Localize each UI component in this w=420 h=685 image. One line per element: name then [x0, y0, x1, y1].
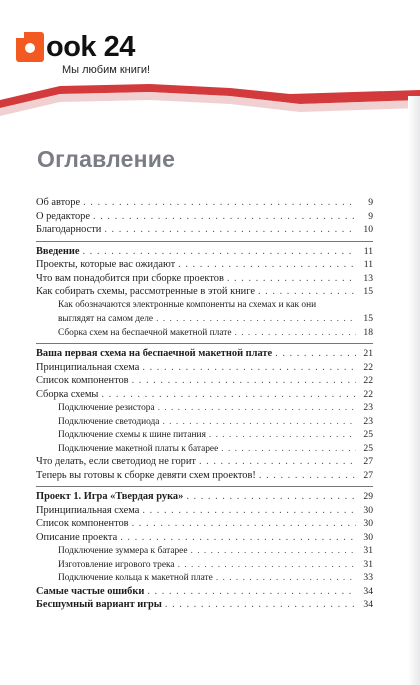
toc-entry-title: Подключение зуммера к батарее: [58, 546, 188, 556]
toc-entry-title: Описание проекта: [36, 531, 118, 543]
toc-entry[interactable]: [36, 312, 373, 326]
toc-entry-title: Подключение кольца к макетной плате: [58, 573, 213, 583]
toc-entry-title: выглядят на самом деле: [58, 314, 154, 324]
toc-entry[interactable]: [36, 401, 373, 415]
dot-leader: [120, 531, 356, 545]
dot-leader: [83, 196, 356, 210]
dot-leader: [227, 272, 356, 286]
section-divider: [36, 343, 373, 344]
dot-leader: [191, 545, 356, 559]
toc-entry-title: Принципиальная схема: [36, 361, 140, 373]
dot-leader: [158, 402, 356, 416]
toc-entry-page: 33: [363, 572, 373, 583]
toc-entry-title: Подключение схемы к шине питания: [58, 430, 206, 440]
toc-entry-page: 30: [363, 531, 373, 543]
toc-entry[interactable]: [36, 442, 373, 456]
dot-leader: [259, 469, 356, 483]
toc-entry-page: 9: [368, 197, 373, 208]
toc-entry-page: 34: [363, 585, 373, 597]
toc-entry-page: 27: [363, 456, 373, 467]
toc-entry[interactable]: [36, 347, 373, 361]
toc-entry-title: Как собирать схемы, рассмотренные в этой книге: [36, 286, 255, 297]
toc-entry-page: 23: [363, 402, 373, 413]
toc-entry[interactable]: [36, 504, 373, 518]
toc-entry-title: Благодарности: [36, 224, 102, 235]
dot-leader: [104, 223, 356, 237]
dot-leader: [162, 416, 356, 430]
toc-entry-page: 29: [363, 491, 373, 502]
dot-leader: [93, 210, 356, 224]
toc-entry[interactable]: [36, 210, 373, 224]
toc-entry[interactable]: [36, 326, 373, 340]
toc-entry-page: 10: [363, 224, 373, 235]
dot-leader: [82, 245, 356, 259]
toc-entry-title: Как обозначаются электронные компоненты на схемах и как они: [58, 299, 317, 310]
toc-entry-title: Принципиальная схема: [36, 504, 140, 516]
dot-leader: [147, 585, 356, 599]
toc-entry-page: 31: [363, 558, 373, 570]
logo-text: ook 24: [46, 31, 135, 63]
decorative-band: [0, 78, 420, 118]
table-of-contents: [36, 196, 373, 612]
toc-entry-title: Об авторе: [36, 197, 81, 208]
logo[interactable]: [16, 32, 135, 62]
toc-entry-title: Бесшумный вариант игры: [36, 599, 162, 610]
tagline: Мы любим книги!: [62, 64, 151, 76]
toc-entry-page: 18: [363, 326, 373, 338]
dot-leader: [132, 517, 356, 531]
toc-entry[interactable]: [36, 558, 373, 572]
toc-entry[interactable]: [36, 415, 373, 429]
toc-entry-title: Что вам понадобится при сборке проектов: [36, 272, 224, 284]
toc-entry[interactable]: [36, 544, 373, 558]
section-divider: [36, 486, 373, 487]
toc-entry-page: 30: [363, 504, 373, 516]
toc-entry[interactable]: [36, 571, 373, 585]
toc-entry[interactable]: [36, 196, 373, 210]
toc-entry[interactable]: [36, 531, 373, 545]
toc-entry-page: 22: [363, 388, 373, 400]
toc-entry-title: Проект 1. Игра «Твердая рука»: [36, 491, 184, 502]
toc-entry-page: 11: [363, 259, 373, 270]
toc-entry-page: 11: [363, 245, 373, 257]
toc-entry[interactable]: [36, 490, 373, 504]
dot-leader: [199, 455, 356, 469]
toc-entry[interactable]: [36, 285, 373, 299]
dot-leader: [178, 559, 356, 573]
toc-entry-title: Сборка схем на беспаечной макетной плате: [58, 327, 232, 338]
section-divider: [36, 241, 373, 242]
toc-entry-page: 9: [368, 210, 373, 222]
toc-entry-title: Подключение светодиода: [58, 416, 160, 427]
toc-entry-title: Самые частые ошибки: [36, 585, 145, 597]
toc-entry-title: Подключение макетной платы к батарее: [58, 443, 219, 454]
dot-leader: [186, 490, 356, 504]
toc-entry-page: 21: [363, 348, 373, 359]
dot-leader: [142, 504, 356, 518]
toc-entry[interactable]: [36, 361, 373, 375]
toc-entry[interactable]: [36, 272, 373, 286]
page-title: Оглавление: [37, 146, 176, 172]
toc-entry-title: Изготовление игрового трека: [58, 559, 175, 570]
toc-entry-page: 27: [363, 469, 373, 481]
toc-entry[interactable]: [36, 455, 373, 469]
toc-entry[interactable]: [36, 469, 373, 483]
toc-entry-page: 22: [363, 375, 373, 386]
toc-entry[interactable]: [36, 388, 373, 402]
dot-leader: [221, 443, 356, 457]
toc-entry-page: 22: [363, 361, 373, 373]
toc-entry-title: Теперь вы готовы к сборке девяти схем проектов!: [36, 469, 256, 481]
toc-entry[interactable]: [36, 299, 373, 313]
toc-entry-title: Сборка схемы: [36, 388, 99, 400]
toc-entry[interactable]: [36, 428, 373, 442]
toc-entry-title: Список компонентов: [36, 375, 129, 386]
dot-leader: [258, 285, 356, 299]
toc-entry-title: Что делать, если светодиод не горит: [36, 456, 196, 467]
toc-entry-title: О редакторе: [36, 210, 90, 222]
dot-leader: [101, 388, 356, 402]
toc-entry[interactable]: [36, 258, 373, 272]
dot-leader: [142, 361, 356, 375]
toc-entry-page: 34: [363, 599, 373, 610]
dot-leader: [216, 572, 356, 586]
toc-entry-page: 15: [363, 286, 373, 297]
dot-leader: [178, 258, 356, 272]
toc-entry[interactable]: [36, 598, 373, 612]
toc-entry-title: Список компонентов: [36, 518, 129, 529]
page-edge-shadow: [408, 96, 420, 685]
toc-entry-title: Подключение резистора: [58, 403, 155, 413]
toc-entry[interactable]: [36, 585, 373, 599]
toc-entry[interactable]: [36, 245, 373, 259]
toc-entry-page: 23: [363, 415, 373, 427]
toc-entry-page: 31: [363, 545, 373, 556]
toc-entry-page: 13: [363, 272, 373, 284]
toc-entry-page: 15: [363, 313, 373, 324]
dot-leader: [235, 327, 356, 341]
dot-leader: [209, 429, 356, 443]
toc-entry-page: 30: [363, 518, 373, 529]
toc-entry[interactable]: [36, 517, 373, 531]
toc-entry-title: Ваша первая схема на беспаечной макетной плате: [36, 348, 273, 359]
dot-leader: [132, 374, 356, 388]
toc-entry[interactable]: [36, 374, 373, 388]
toc-entry-title: Введение: [36, 245, 80, 257]
toc-entry-page: 25: [363, 429, 373, 440]
toc-entry-title: Проекты, которые вас ожидают: [36, 259, 176, 270]
dot-leader: [156, 313, 356, 327]
logo-b-mark: [16, 32, 44, 62]
toc-entry[interactable]: [36, 223, 373, 237]
toc-entry-page: 25: [363, 442, 373, 454]
dot-leader: [165, 598, 356, 612]
dot-leader: [275, 347, 356, 361]
